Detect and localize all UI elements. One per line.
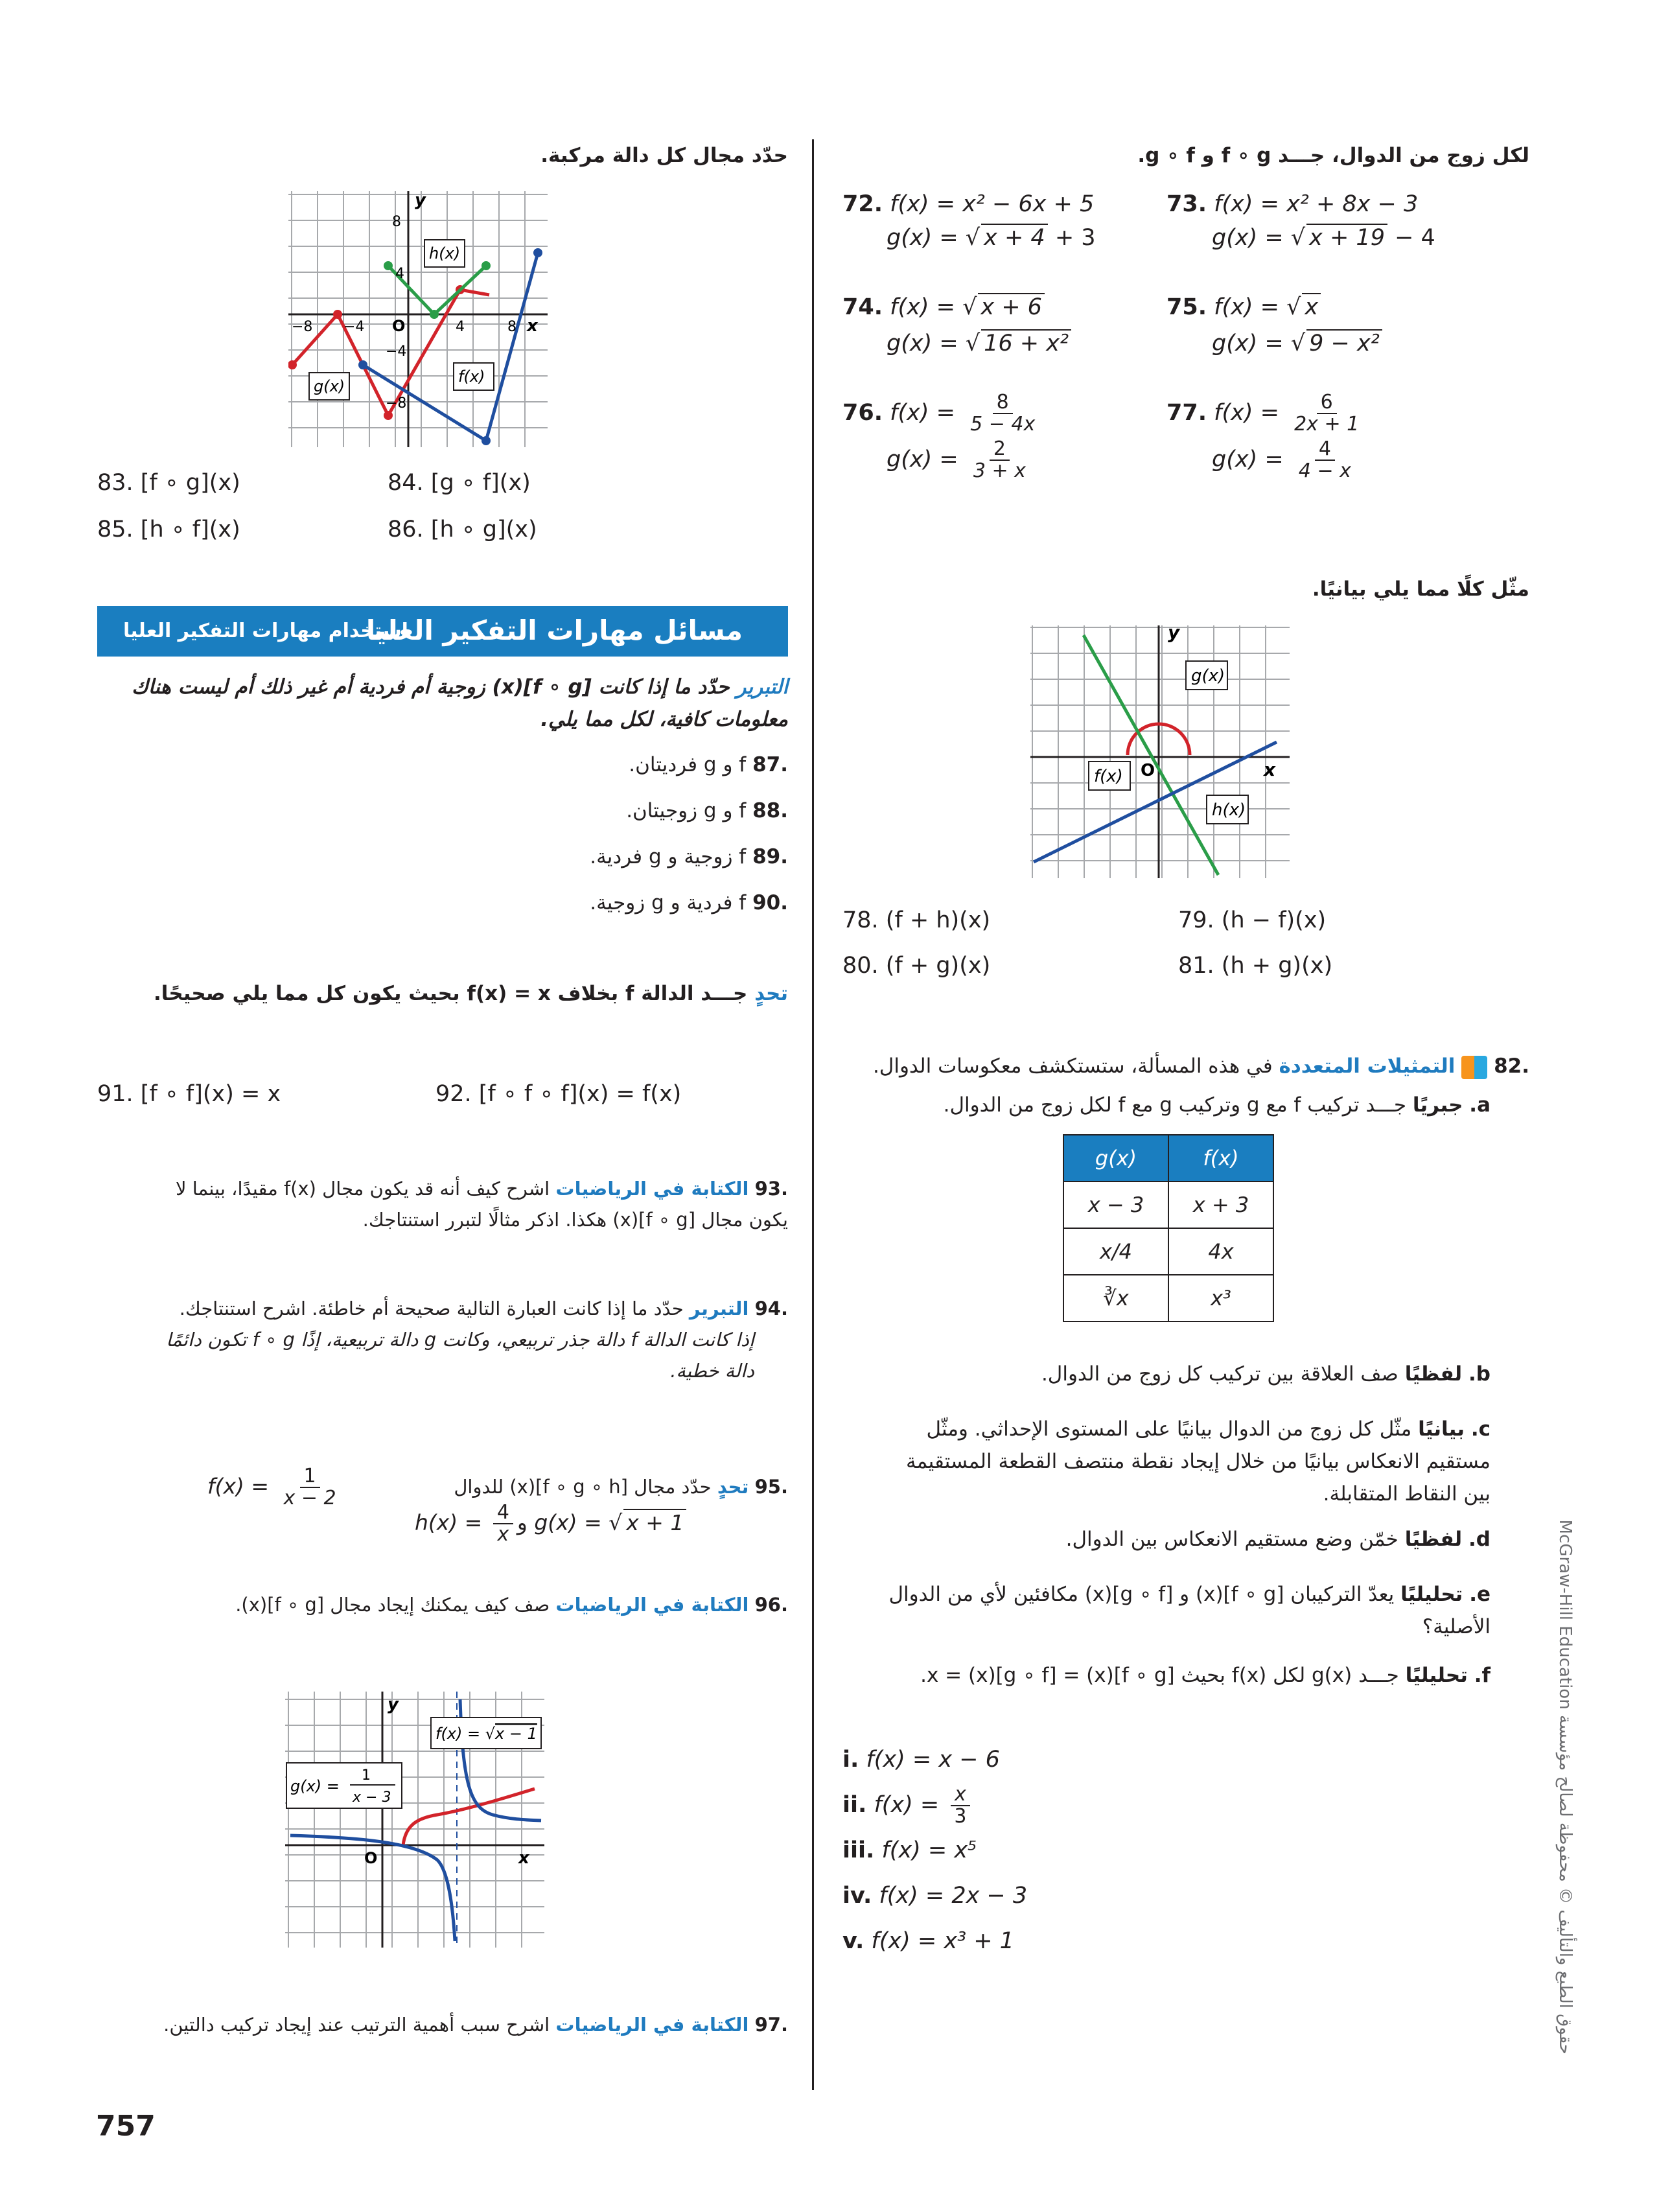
exercise-97: .97 الكتابة في الرياضيات اشرح سبب أهمية الترتيب عند إيجاد تركيب دالتين. [163, 2014, 788, 2036]
svg-text:1: 1 [362, 1767, 371, 1784]
graph-f-sqrt-g-rational [285, 1692, 544, 1948]
function-pairs-table [1063, 1134, 1274, 1322]
table-header-g: g(x) [1063, 1135, 1168, 1182]
exercise-73: 73. f(x) = x² + 8x − 3 g(x) = √ x + 19 − 4 [1166, 191, 1435, 251]
exercise-80: 80. (f + g)(x) [842, 953, 991, 979]
g2-origin: O [1141, 761, 1155, 780]
exercise-82f: f. تحليليًا جـــد g(x) لكل f(x) بحيث [f ∘ g](x) = [g ∘ f](x) = x. [920, 1664, 1491, 1687]
multiple-representations-icon [1461, 1056, 1487, 1079]
exercise-93: .93 الكتابة في الرياضيات اشرح كيف أنه قد يكون مجال f(x) مقيدًا، بينما لا يكون مجال [f ∘ g](x) هكذا. اذكر مثالًا لتبرر استنتاجك. [175, 1178, 788, 1231]
g2-g-label: g(x) [1191, 666, 1225, 686]
exercise-82f-items [842, 1737, 1027, 1964]
exercise-85: 85. [h ∘ f](x) [97, 517, 240, 542]
exercise-76: 76. f(x) = $\frac{8}{5 - 4x}$ g(x) = $\frac{2}{3 + x}$ [842, 391, 1036, 482]
g2-y-label: y [1168, 625, 1180, 643]
column-divider [812, 139, 814, 2090]
exercise-83: 83. [f ∘ g](x) [97, 470, 240, 496]
exercise-87: .87 f و g فرديتان. [629, 753, 788, 776]
exercise-96: .96 الكتابة في الرياضيات صف كيف يمكنك إيجاد مجال [f ∘ g](x). [235, 1594, 788, 1616]
svg-text:h(x): h(x) [429, 244, 461, 262]
svg-text:−4: −4 [343, 319, 365, 335]
exercise-74: 74. f(x) = √ x + 6 g(x) = √ 16 + x² [842, 293, 1071, 356]
exercise-95-gh: h(x) = $\frac{4}{x}$ و g(x) = √ x + 1 [415, 1502, 686, 1545]
reasoning-instructions: التبرير حدّد ما إذا كانت [f ∘ g](x) زوجية أم فردية أم غير ذلك أم ليست هناك معلومات كافية، لكل مما يلي. [132, 675, 788, 731]
exercise-82c: c. بيانيًا مثّل كل زوج من الدوال بيانيًا على المستوى الإحداثي. ومثّل مستقيم الانعكاس بيانيًا من خلال إيجاد نقطة منتصف القطعة المستقيمة بين النقاط المتقابلة. [906, 1417, 1491, 1506]
exercise-91: 91. [f ∘ f](x) = x [97, 1081, 281, 1107]
g2-h-label: h(x) [1212, 800, 1246, 820]
graph-instructions: مثّل كلًا مما يلي بيانيًا. [1312, 577, 1529, 601]
svg-text:x: x [518, 1848, 529, 1868]
banner-title: مسائل مهارات التفكير العليا [365, 614, 743, 646]
exercise-72: 72. f(x) = x² − 6x + 5 g(x) = √ x + 4 + 3 [842, 191, 1096, 251]
svg-text:4: 4 [456, 319, 465, 335]
copyright-sidebar: حقوق الطبع والتأليف © محفوظة لصالح مؤسسة McGraw-Hill Education [1555, 1519, 1575, 2055]
exercise-79: 79. (h − f)(x) [1178, 907, 1327, 933]
svg-text:8: 8 [507, 319, 516, 335]
exercise-90: .90 f فردية و g زوجية. [590, 891, 788, 914]
exercise-89: .89 f زوجية و g فردية. [590, 845, 788, 868]
svg-text:f(x) = √x − 1: f(x) = √x − 1 [435, 1725, 537, 1743]
svg-text:y: y [415, 191, 426, 210]
exercise-82e: e. تحليليًا يعدّ التركيبان [f ∘ g](x) و [g ∘ f](x) مكافئين لأي من الدوال الأصلية؟ [888, 1583, 1491, 1638]
svg-text:−4: −4 [386, 343, 407, 360]
exercise-94-statement: إذا كانت الدالة f دالة جذر تربيعي، وكانت g دالة تربيعية، إذًا f ∘ g تكون دائمًا دالة خطية. [166, 1329, 754, 1382]
list-item: v. f(x) = x³ + 1 [842, 1928, 1014, 1954]
table-header-f: f(x) [1168, 1135, 1273, 1182]
exercise-95-f: f(x) = $\frac{1}{x - 2}$ [207, 1465, 336, 1509]
exercise-82-intro: .82 التمثيلات المتعددة في هذه المسألة، ستستكشف معكوسات الدوال. [872, 1054, 1529, 1078]
svg-text:−8: −8 [292, 319, 313, 335]
svg-text:O: O [364, 1849, 378, 1867]
svg-text:x − 3: x − 3 [353, 1789, 391, 1806]
graph-f-g-h [1030, 625, 1290, 878]
domain-instructions: حدّد مجال كل دالة مركبة. [540, 144, 788, 167]
list-item: iv. f(x) = 2x − 3 [842, 1883, 1028, 1909]
svg-text:O: O [392, 317, 406, 335]
g2-x-label: x [1264, 759, 1276, 780]
compose-instructions: لكل زوج من الدوال، جـــد f ∘ g و g ∘ f. [1137, 144, 1529, 167]
svg-text:x: x [527, 316, 538, 336]
exercise-82b: b. لفظيًا صف العلاقة بين تركيب كل زوج من الدوال. [1041, 1362, 1491, 1386]
banner-subtitle: استخدام مهارات التفكير العليا [123, 620, 408, 642]
exercise-94: .94 التبرير حدّد ما إذا كانت العبارة التالية صحيحة أم خاطئة. اشرح استنتاجك. إذا كانت الدالة f دالة جذر تربيعي، وكانت g دالة تربيعية، إذًا f ∘ g تكون دائمًا دالة خطية. [136, 1293, 788, 1386]
exercise-78: 78. (f + h)(x) [842, 907, 991, 933]
list-item: iii. f(x) = x⁵ [842, 1837, 977, 1863]
exercise-88: .88 f و g زوجيتان. [626, 799, 788, 822]
svg-text:−8: −8 [386, 395, 407, 412]
exercise-84: 84. [g ∘ f](x) [388, 470, 531, 496]
table-row: x − 3 x + 3 [1063, 1182, 1273, 1228]
graph-f-g-h-composite [288, 191, 548, 447]
svg-text:g(x): g(x) [314, 377, 345, 395]
exercise-75: 75. f(x) = √ x g(x) = √ 9 − x² [1166, 293, 1382, 356]
g2-f-label: f(x) [1094, 767, 1123, 786]
exercise-82d: d. لفظيًا خمّن وضع مستقيم الانعكاس بين الدوال. [1065, 1528, 1491, 1551]
svg-text:g(x) =: g(x) = [290, 1777, 340, 1795]
list-item: i. f(x) = x − 6 [842, 1747, 1000, 1773]
exercise-92: 92. [f ∘ f ∘ f](x) = f(x) [435, 1081, 682, 1107]
svg-text:y: y [388, 1695, 399, 1714]
exercise-82a: a. جبريًا جـــد تركيب f مع g وتركيب g مع f لكل زوج من الدوال. [943, 1093, 1491, 1117]
exercise-81: 81. (h + g)(x) [1178, 953, 1333, 979]
svg-text:4: 4 [395, 266, 404, 282]
svg-text:f(x): f(x) [458, 367, 485, 386]
svg-text:8: 8 [392, 214, 401, 230]
exercise-95: .95 تحدٍ حدّد مجال [f ∘ g ∘ h](x) للدوال [454, 1476, 788, 1498]
table-row: ∛x x³ [1063, 1275, 1273, 1321]
hots-banner [97, 606, 788, 657]
challenge-instructions: تحدٍ جـــد الدالة f بخلاف f(x) = x بحيث يكون كل مما يلي صحيحًا. [154, 982, 788, 1005]
f-curve [403, 1789, 535, 1845]
list-item: ii. f(x) = $\frac{x}{3}$ [842, 1782, 1027, 1828]
exercise-86: 86. [h ∘ g](x) [388, 517, 537, 542]
exercise-77: 77. f(x) = $\frac{6}{2x + 1}$ g(x) = $\frac{4}{4 - x}$ [1166, 391, 1360, 482]
table-row: x/4 4x [1063, 1228, 1273, 1275]
page-number: 757 [96, 2110, 156, 2143]
